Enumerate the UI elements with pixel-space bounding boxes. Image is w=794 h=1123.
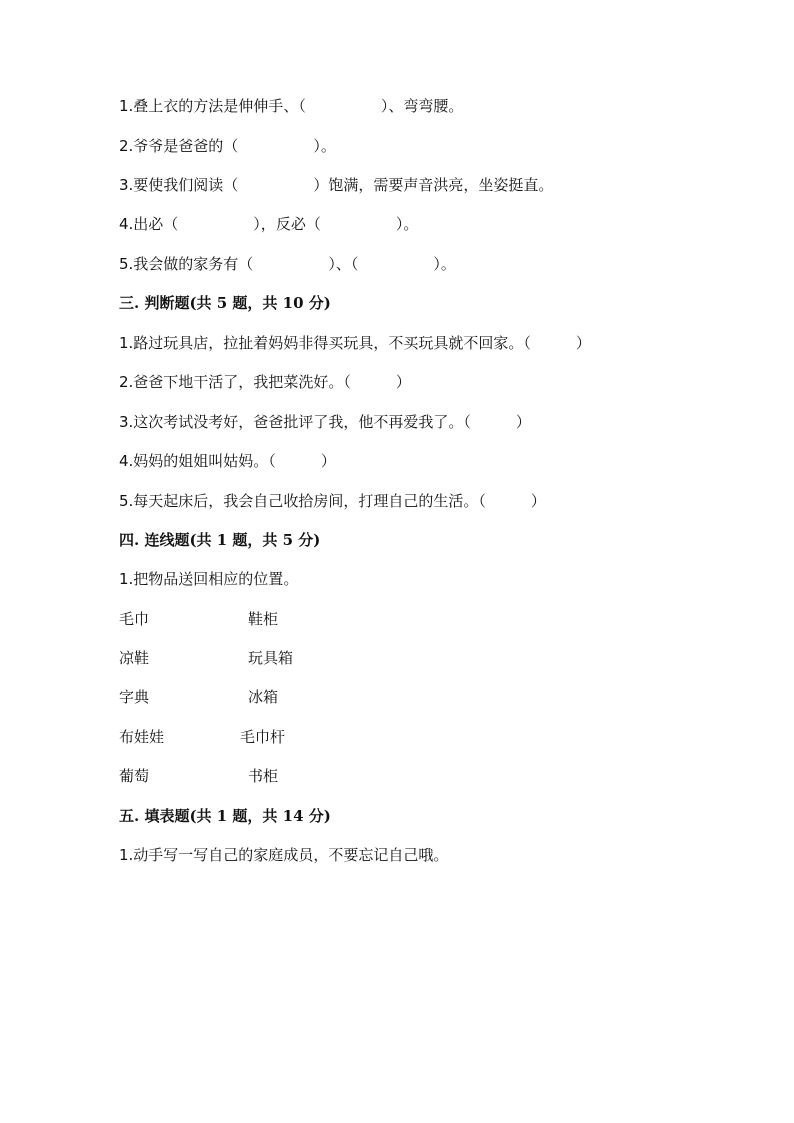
judgment-item-5: 5.每天起床后，我会自己收拾房间，打理自己的生活。（ ） bbox=[119, 492, 546, 510]
judgment-item-2: 2.爸爸下地干活了，我把菜洗好。（ ） bbox=[119, 373, 411, 391]
fill-blank-item-1: 1.叠上衣的方法是伸伸手、（ ）、弯弯腰。 bbox=[119, 97, 464, 115]
fill-blank-item-3: 3.要使我们阅读（ ）饱满，需要声音洪亮，坐姿挺直。 bbox=[119, 176, 554, 194]
matching-left-item: 字典 bbox=[119, 688, 150, 706]
matching-left-item: 布娃娃 bbox=[119, 728, 165, 746]
matching-left-item: 葡萄 bbox=[119, 767, 150, 785]
fill-blank-item-4: 4.出必（ ），反必（ ）。 bbox=[119, 215, 419, 233]
fill-blank-item-2: 2.爷爷是爸爸的（ ）。 bbox=[119, 137, 336, 155]
judgment-section-heading: 三. 判断题(共 5 题，共 10 分) bbox=[119, 294, 331, 312]
table-fill-question: 1.动手写一写自己的家庭成员，不要忘记自己哦。 bbox=[119, 846, 449, 864]
fill-blank-item-5: 5.我会做的家务有（ ）、（ ）。 bbox=[119, 255, 456, 273]
matching-question: 1.把物品送回相应的位置。 bbox=[119, 570, 299, 588]
matching-section-heading: 四. 连线题(共 1 题，共 5 分) bbox=[119, 531, 321, 549]
judgment-item-1: 1.路过玩具店，拉扯着妈妈非得买玩具，不买玩具就不回家。（ ） bbox=[119, 334, 591, 352]
matching-left-item: 毛巾 bbox=[119, 610, 150, 628]
matching-left-item: 凉鞋 bbox=[119, 649, 150, 667]
table-fill-section-heading: 五. 填表题(共 1 题，共 14 分) bbox=[119, 807, 331, 825]
judgment-item-3: 3.这次考试没考好，爸爸批评了我，他不再爱我了。（ ） bbox=[119, 413, 531, 431]
judgment-item-4: 4.妈妈的姐姐叫姑妈。（ ） bbox=[119, 452, 336, 470]
matching-right-item: 鞋柜 bbox=[248, 610, 279, 628]
matching-right-item: 冰箱 bbox=[248, 688, 279, 706]
matching-right-item: 毛巾杆 bbox=[240, 728, 286, 746]
matching-right-item: 书柜 bbox=[248, 767, 279, 785]
matching-right-item: 玩具箱 bbox=[248, 649, 294, 667]
